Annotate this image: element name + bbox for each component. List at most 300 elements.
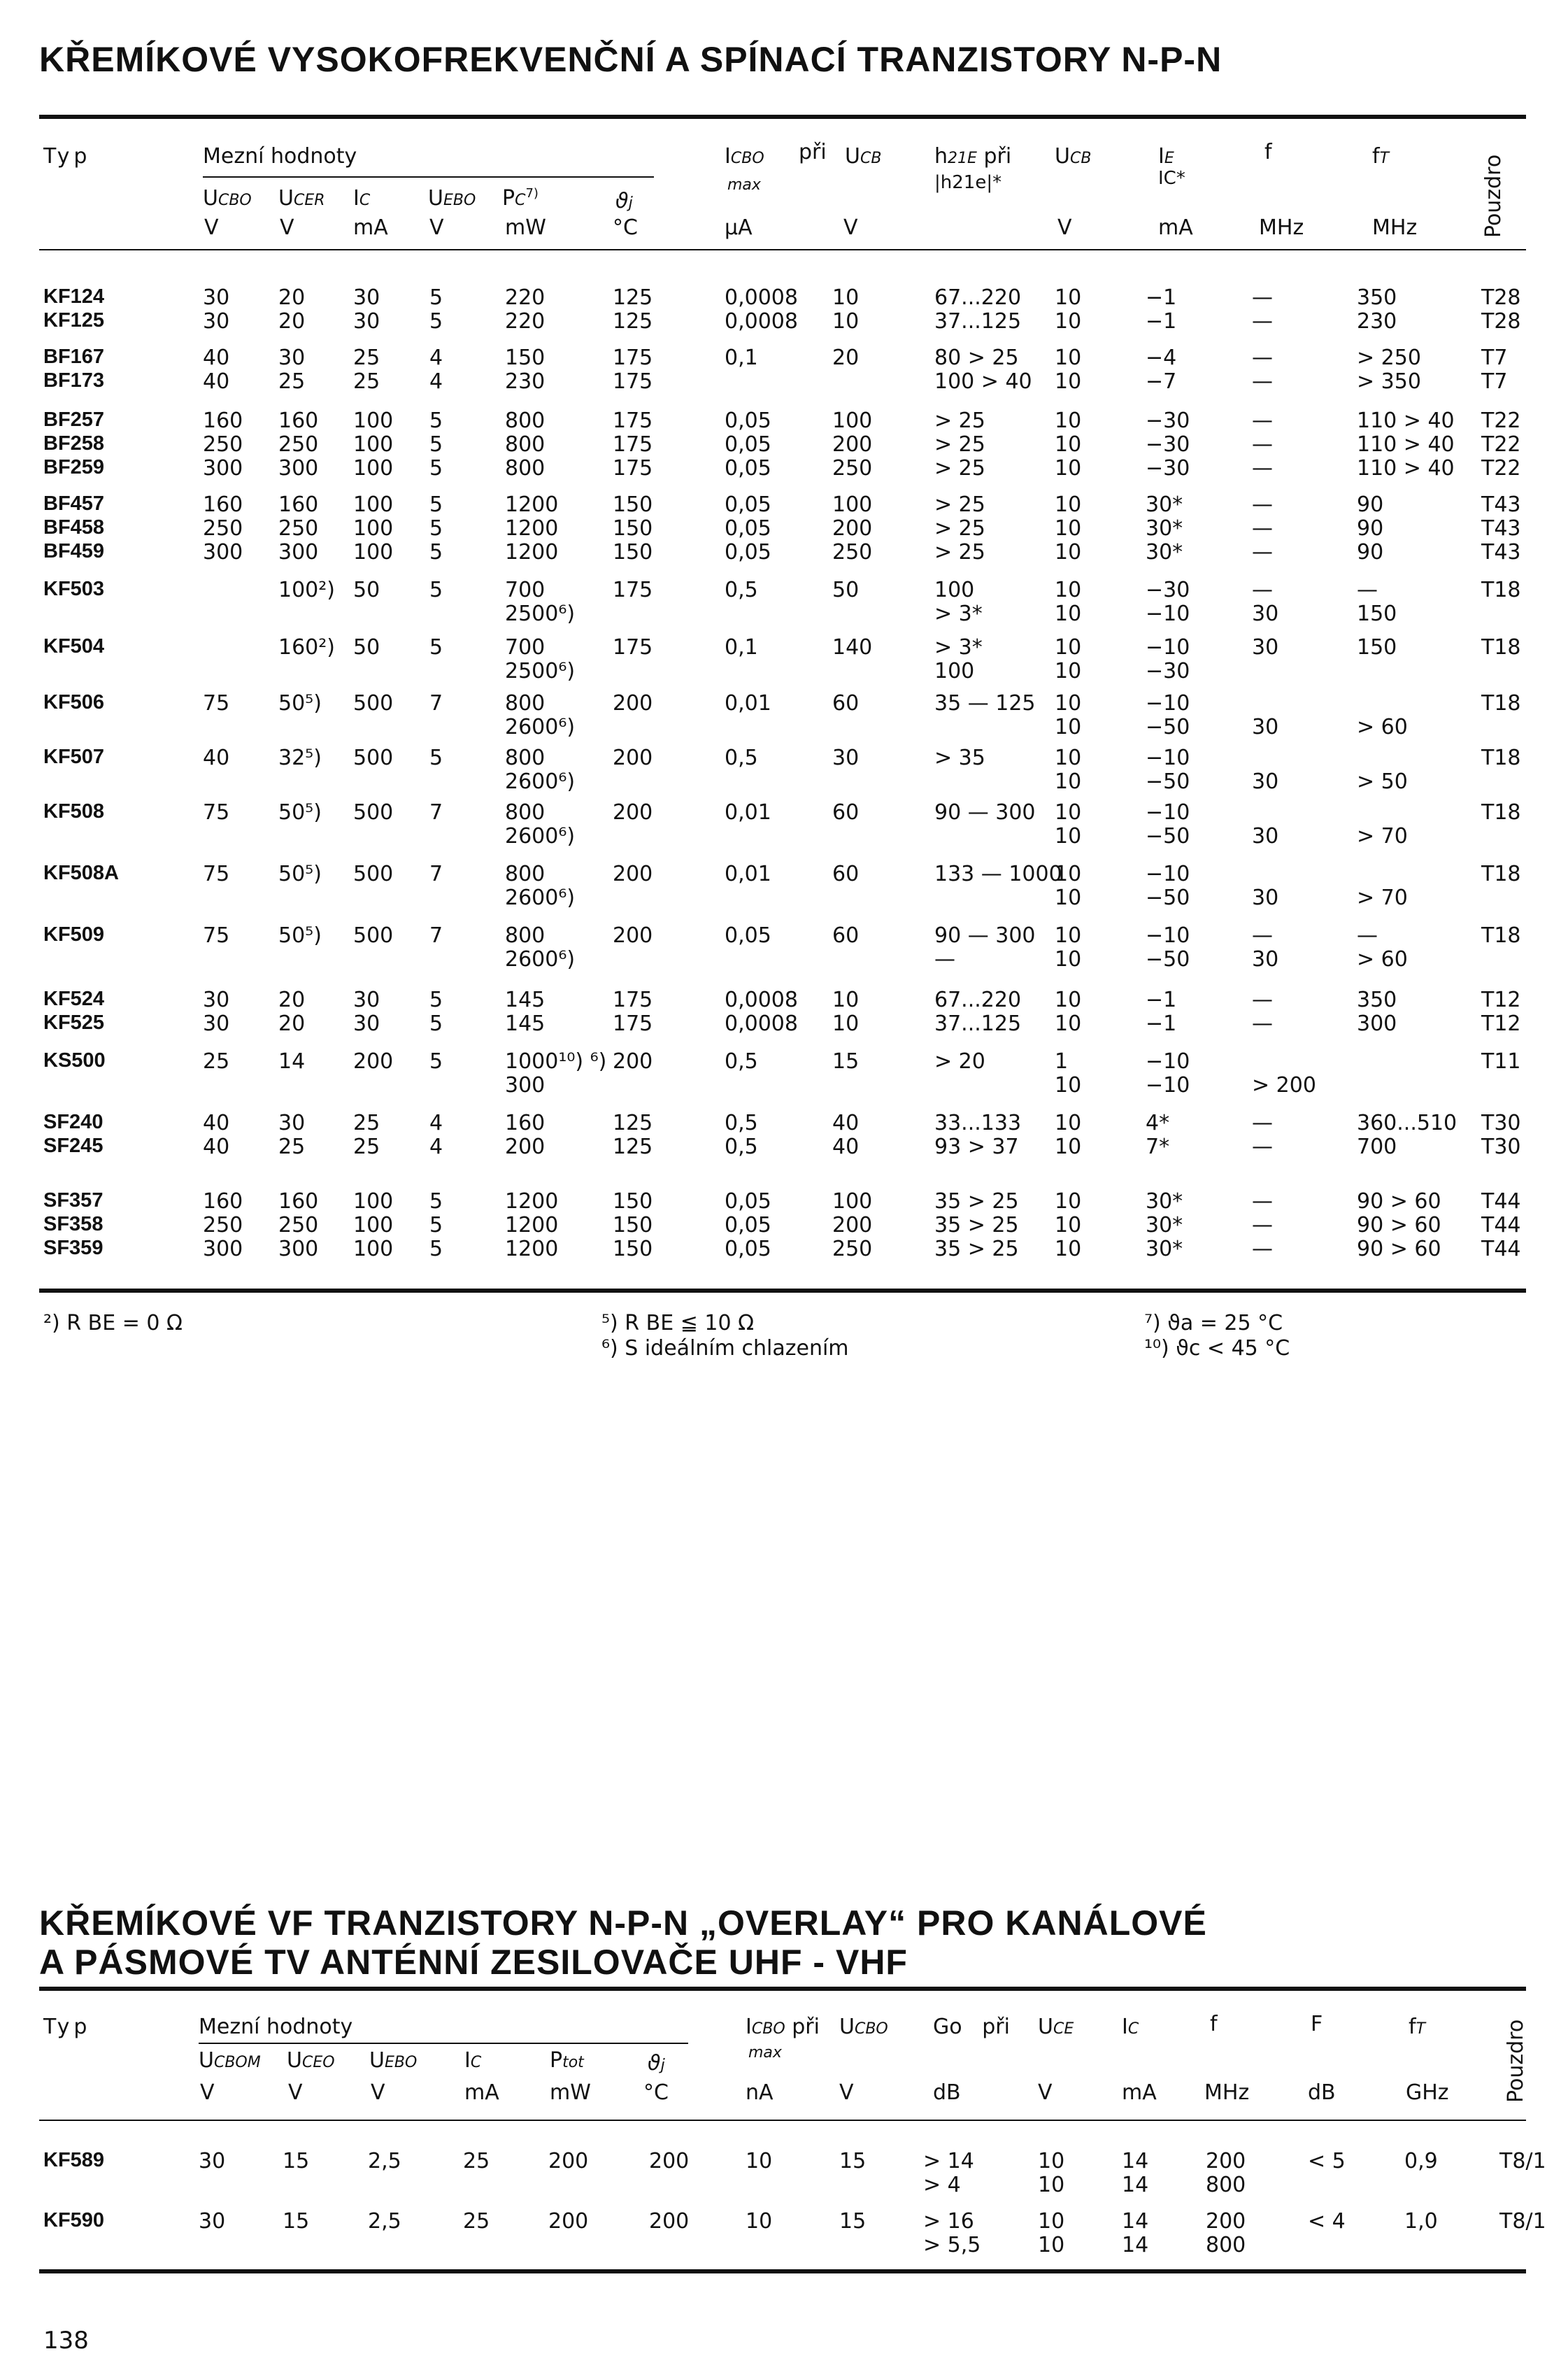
- row-type-cell: BF458: [43, 516, 105, 539]
- cell-f: —: [1252, 492, 1273, 517]
- cell-ucb2: 10: [1055, 824, 1082, 849]
- cell-pc: 230: [505, 369, 546, 394]
- s2-header-rule: [39, 2120, 1526, 2121]
- cell-ucb2: 10: [1055, 1189, 1082, 1214]
- cell-ucb2: 10: [1055, 516, 1082, 541]
- s2-cell-ic2: 14: [1122, 2233, 1149, 2257]
- cell-h21e: 93 > 37: [934, 1135, 1019, 1159]
- cell-ucbo: 75: [203, 691, 230, 716]
- s2-header-go: Go při: [933, 2015, 1010, 2039]
- cell-uebo: 4: [429, 346, 443, 370]
- cell-ic: 500: [353, 800, 394, 825]
- cell-ie: −30: [1146, 432, 1190, 457]
- cell-uebo: 5: [429, 432, 443, 457]
- cell-ucbo: 30: [203, 1012, 230, 1036]
- cell-ie: −10: [1146, 923, 1190, 948]
- cell-ie: −50: [1146, 947, 1190, 972]
- cell-ie: −7: [1146, 369, 1177, 394]
- cell-ucer: 160: [278, 409, 319, 433]
- cell-pouzdro: T22: [1481, 432, 1521, 457]
- cell-ucer: 50⁵): [278, 862, 322, 886]
- cell-ucb: 60: [832, 862, 860, 886]
- cell-ucb: 250: [832, 1237, 873, 1261]
- s2-unit-uce: V: [1038, 2080, 1053, 2105]
- cell-ucbo: 25: [203, 1049, 230, 1074]
- cell-pouzdro: T18: [1481, 862, 1521, 886]
- cell-f: —: [1252, 346, 1273, 370]
- cell-h21e: 37...125: [934, 1012, 1022, 1036]
- cell-pouzdro: T43: [1481, 540, 1521, 565]
- cell-ucbo: 250: [203, 516, 243, 541]
- cell-ucb2: 10: [1055, 540, 1082, 565]
- cell-ie: −10: [1146, 1073, 1190, 1098]
- s2-unit-tj: °C: [643, 2080, 669, 2105]
- cell-pouzdro: T7: [1481, 346, 1508, 370]
- cell-pc: 145: [505, 1012, 546, 1036]
- cell-ie: −30: [1146, 456, 1190, 481]
- cell-ucb2: 10: [1055, 432, 1082, 457]
- cell-icbo: 0,05: [725, 516, 771, 541]
- cell-tj: 175: [613, 635, 653, 660]
- cell-ic: 25: [353, 1111, 380, 1135]
- mezni-underline: [203, 176, 654, 178]
- cell-ie: −10: [1146, 602, 1190, 626]
- cell-f: —: [1252, 432, 1273, 457]
- header-icbo: ICBO: [725, 144, 764, 169]
- cell-ft: 90 > 60: [1357, 1213, 1441, 1237]
- s2-cell-go: > 5,5: [923, 2233, 981, 2257]
- cell-pouzdro: T7: [1481, 369, 1508, 394]
- s2-unit-go: dB: [933, 2080, 961, 2105]
- s2-header-pouzdro: Pouzdro: [1504, 2019, 1528, 2103]
- row-type-cell: KF508: [43, 800, 105, 823]
- cell-ucer: 50⁵): [278, 923, 322, 948]
- cell-pc: 800: [505, 862, 546, 886]
- cell-h21e: > 25: [934, 432, 985, 457]
- cell-pc: 150: [505, 346, 546, 370]
- cell-pc: 2500⁶): [505, 659, 576, 683]
- unit-pc: mW: [505, 215, 546, 240]
- cell-icbo: 0,1: [725, 635, 758, 660]
- cell-ic: 100: [353, 492, 394, 517]
- s2-cell-uce: 10: [1038, 2209, 1065, 2234]
- cell-h21e: 100: [934, 659, 975, 683]
- cell-ic: 200: [353, 1049, 394, 1074]
- cell-ucb: 60: [832, 923, 860, 948]
- cell-ucb: 20: [832, 346, 860, 370]
- cell-ucb2: 10: [1055, 1135, 1082, 1159]
- cell-ic: 25: [353, 346, 380, 370]
- cell-ucer: 160: [278, 492, 319, 517]
- unit-f: MHz: [1259, 215, 1304, 240]
- s2-cell-ft: 1,0: [1404, 2209, 1438, 2234]
- cell-f: —: [1252, 409, 1273, 433]
- cell-ie: −50: [1146, 886, 1190, 910]
- cell-f: —: [1252, 456, 1273, 481]
- cell-icbo: 0,0008: [725, 1012, 798, 1036]
- header-ft: fT: [1372, 144, 1390, 169]
- cell-pc: 1200: [505, 1189, 559, 1214]
- top-rule: [39, 115, 1526, 119]
- cell-ie: −1: [1146, 1012, 1177, 1036]
- row-type-cell: BF457: [43, 492, 105, 515]
- cell-ic: 500: [353, 746, 394, 770]
- cell-h21e: 100 > 40: [934, 369, 1032, 394]
- cell-uebo: 5: [429, 1237, 443, 1261]
- cell-icbo: 0,05: [725, 923, 771, 948]
- cell-h21e: 35 > 25: [934, 1213, 1019, 1237]
- cell-uebo: 5: [429, 746, 443, 770]
- cell-icbo: 0,01: [725, 800, 771, 825]
- cell-ucb2: 10: [1055, 947, 1082, 972]
- cell-icbo: 0,5: [725, 1135, 758, 1159]
- cell-ucbo: 40: [203, 1135, 230, 1159]
- cell-pouzdro: T30: [1481, 1135, 1521, 1159]
- cell-uebo: 5: [429, 1049, 443, 1074]
- cell-ft: —: [1357, 923, 1378, 948]
- cell-ucb: 250: [832, 540, 873, 565]
- cell-ie: 30*: [1146, 516, 1183, 541]
- cell-ie: 30*: [1146, 1213, 1183, 1237]
- cell-f: —: [1252, 369, 1273, 394]
- unit-uebo: V: [429, 215, 444, 240]
- unit-ft: MHz: [1372, 215, 1418, 240]
- cell-ic: 50: [353, 635, 380, 660]
- cell-ucer: 250: [278, 516, 319, 541]
- s2-unit-icbo: nA: [746, 2080, 774, 2105]
- cell-ucer: 160²): [278, 635, 335, 660]
- cell-icbo: 0,0008: [725, 285, 798, 310]
- cell-pouzdro: T30: [1481, 1111, 1521, 1135]
- row-type-cell: BF459: [43, 540, 105, 562]
- cell-ucb2: 10: [1055, 285, 1082, 310]
- row-type-cell: KF504: [43, 635, 105, 658]
- cell-pouzdro: T43: [1481, 492, 1521, 517]
- cell-ic: 500: [353, 923, 394, 948]
- cell-ie: −10: [1146, 691, 1190, 716]
- footnote-6: ⁶) S ideálním chlazením: [601, 1336, 849, 1361]
- cell-tj: 175: [613, 578, 653, 602]
- cell-ft: 90: [1357, 492, 1384, 517]
- cell-h21e: > 3*: [934, 602, 983, 626]
- cell-ucb2: 10: [1055, 635, 1082, 660]
- cell-pc: 700: [505, 635, 546, 660]
- s2-cell-f: 800: [1206, 2173, 1246, 2197]
- cell-pc: 800: [505, 432, 546, 457]
- s2-cell-uce: 10: [1038, 2233, 1065, 2257]
- section1-title: KŘEMÍKOVÉ VYSOKOFREKVENČNÍ A SPÍNACÍ TRANZISTORY N-P-N: [39, 40, 1223, 79]
- cell-h21e: —: [934, 947, 955, 972]
- cell-ft: > 250: [1357, 346, 1421, 370]
- row-type-cell: KF524: [43, 988, 105, 1010]
- cell-ucer: 25: [278, 1135, 306, 1159]
- s2-cell-uceo: 15: [283, 2209, 310, 2234]
- cell-tj: 200: [613, 923, 653, 948]
- cell-uebo: 5: [429, 578, 443, 602]
- cell-ft: 300: [1357, 1012, 1397, 1036]
- cell-ic: 30: [353, 309, 380, 334]
- row-type-cell: KS500: [43, 1049, 106, 1072]
- cell-f: —: [1252, 1237, 1273, 1261]
- cell-ucer: 32⁵): [278, 746, 322, 770]
- cell-ft: > 60: [1357, 947, 1408, 972]
- header-icbo-max: max: [727, 176, 761, 194]
- cell-ucer: 100²): [278, 578, 335, 602]
- header-mezni: Mezní hodnoty: [203, 144, 357, 169]
- cell-tj: 150: [613, 540, 653, 565]
- cell-ie: −50: [1146, 769, 1190, 794]
- s2-unit-ic2: mA: [1122, 2080, 1157, 2105]
- cell-uebo: 5: [429, 516, 443, 541]
- s2-header-icbo-max: max: [748, 2044, 782, 2062]
- row-type-cell: SF358: [43, 1213, 104, 1235]
- cell-pc: 2600⁶): [505, 886, 576, 910]
- cell-tj: 200: [613, 800, 653, 825]
- cell-ucer: 25: [278, 369, 306, 394]
- cell-ucb2: 10: [1055, 602, 1082, 626]
- s2-header-ic2: IC: [1122, 2015, 1139, 2039]
- row-type-cell: BF167: [43, 346, 105, 368]
- cell-ucb2: 10: [1055, 769, 1082, 794]
- cell-ie: 4*: [1146, 1111, 1170, 1135]
- cell-pouzdro: T28: [1481, 309, 1521, 334]
- cell-ic: 30: [353, 1012, 380, 1036]
- s2-cell-ic2: 14: [1122, 2149, 1149, 2173]
- cell-ie: 30*: [1146, 1189, 1183, 1214]
- cell-ucb2: 10: [1055, 1237, 1082, 1261]
- cell-h21e: 35 — 125: [934, 691, 1036, 716]
- cell-ucer: 30: [278, 1111, 306, 1135]
- cell-ucbo: 30: [203, 988, 230, 1012]
- cell-ucer: 50⁵): [278, 800, 322, 825]
- s2-unit-F: dB: [1308, 2080, 1336, 2105]
- cell-ucb2: 10: [1055, 886, 1082, 910]
- cell-h21e: 67...220: [934, 285, 1022, 310]
- cell-ft: 230: [1357, 309, 1397, 334]
- s2-header-f: f: [1210, 2012, 1218, 2036]
- cell-pouzdro: T28: [1481, 285, 1521, 310]
- cell-icbo: 0,05: [725, 1189, 771, 1214]
- row-type-cell: BF258: [43, 432, 105, 455]
- cell-h21e: > 25: [934, 540, 985, 565]
- s2-cell-F: < 5: [1308, 2149, 1346, 2173]
- cell-icbo: 0,05: [725, 1213, 771, 1237]
- cell-pc: 1000¹⁰) ⁶): [505, 1049, 607, 1074]
- cell-ic: 500: [353, 862, 394, 886]
- cell-ucbo: 160: [203, 1189, 243, 1214]
- header-ucb2: UCB: [1055, 144, 1092, 169]
- cell-ucer: 20: [278, 309, 306, 334]
- cell-pc: 2600⁶): [505, 947, 576, 972]
- cell-ic: 100: [353, 432, 394, 457]
- cell-ucer: 20: [278, 988, 306, 1012]
- cell-tj: 125: [613, 309, 653, 334]
- cell-tj: 175: [613, 432, 653, 457]
- unit-icbo: μA: [725, 215, 753, 240]
- cell-h21e: > 20: [934, 1049, 985, 1074]
- cell-ft: 150: [1357, 635, 1397, 660]
- footnote-2: ²) R BE = 0 Ω: [43, 1311, 183, 1335]
- cell-f: —: [1252, 923, 1273, 948]
- cell-f: 30: [1252, 602, 1279, 626]
- cell-pc: 800: [505, 923, 546, 948]
- row-type-cell: SF357: [43, 1189, 104, 1212]
- cell-ft: > 50: [1357, 769, 1408, 794]
- cell-h21e: > 25: [934, 456, 985, 481]
- s2-unit-ptot: mW: [550, 2080, 591, 2105]
- cell-ucer: 30: [278, 346, 306, 370]
- unit-ie: mA: [1158, 215, 1193, 240]
- cell-pouzdro: T22: [1481, 456, 1521, 481]
- s2-header-mezni: Mezní hodnoty: [199, 2015, 353, 2039]
- cell-pouzdro: T12: [1481, 1012, 1521, 1036]
- cell-ie: 30*: [1146, 492, 1183, 517]
- header-pc: PC$^{7)}$: [502, 186, 539, 211]
- cell-ic: 30: [353, 988, 380, 1012]
- cell-pouzdro: T44: [1481, 1237, 1521, 1261]
- cell-ucbo: 75: [203, 923, 230, 948]
- cell-pc: 2600⁶): [505, 715, 576, 739]
- cell-uebo: 4: [429, 369, 443, 394]
- header-pri1: při: [799, 140, 827, 164]
- cell-ft: 110 > 40: [1357, 409, 1455, 433]
- cell-ucb2: 10: [1055, 346, 1082, 370]
- cell-f: 30: [1252, 824, 1279, 849]
- cell-icbo: 0,05: [725, 432, 771, 457]
- cell-ie: −1: [1146, 309, 1177, 334]
- cell-ic: 25: [353, 1135, 380, 1159]
- cell-ft: 110 > 40: [1357, 456, 1455, 481]
- cell-h21e: > 25: [934, 492, 985, 517]
- cell-tj: 150: [613, 516, 653, 541]
- footnote-7: ⁷) ϑa = 25 °C: [1144, 1311, 1283, 1335]
- cell-ucb: 30: [832, 746, 860, 770]
- cell-ie: −10: [1146, 1049, 1190, 1074]
- cell-uebo: 5: [429, 1012, 443, 1036]
- cell-h21e: > 25: [934, 409, 985, 433]
- unit-ucer: V: [280, 215, 294, 240]
- cell-ucb: 40: [832, 1111, 860, 1135]
- cell-tj: 150: [613, 1213, 653, 1237]
- cell-icbo: 0,01: [725, 862, 771, 886]
- cell-ucb: 100: [832, 409, 873, 433]
- cell-ucer: 20: [278, 285, 306, 310]
- cell-f: 30: [1252, 769, 1279, 794]
- cell-uebo: 5: [429, 285, 443, 310]
- header-h21e: h21E při: [934, 144, 1012, 169]
- s2-row-type-cell: KF589: [43, 2149, 105, 2171]
- cell-pc: 145: [505, 988, 546, 1012]
- cell-tj: 175: [613, 456, 653, 481]
- s2-cell-icbo: 10: [746, 2149, 773, 2173]
- cell-uebo: 5: [429, 635, 443, 660]
- cell-h21e: > 35: [934, 746, 985, 770]
- cell-icbo: 0,0008: [725, 309, 798, 334]
- cell-uebo: 5: [429, 456, 443, 481]
- cell-icbo: 0,1: [725, 346, 758, 370]
- cell-ic: 100: [353, 1189, 394, 1214]
- unit-ucb: V: [843, 215, 858, 240]
- cell-ft: —: [1357, 578, 1378, 602]
- cell-ucbo: 30: [203, 285, 230, 310]
- cell-ic: 50: [353, 578, 380, 602]
- cell-pouzdro: T12: [1481, 988, 1521, 1012]
- s2-cell-f: 800: [1206, 2233, 1246, 2257]
- s2-cell-uce: 10: [1038, 2149, 1065, 2173]
- cell-ucb2: 10: [1055, 309, 1082, 334]
- cell-ucbo: 300: [203, 540, 243, 565]
- cell-tj: 150: [613, 492, 653, 517]
- cell-uebo: 5: [429, 492, 443, 517]
- s2-cell-pouzdro: T8/1: [1499, 2209, 1546, 2234]
- cell-icbo: 0,0008: [725, 988, 798, 1012]
- cell-ft: 90: [1357, 516, 1384, 541]
- cell-tj: 150: [613, 1237, 653, 1261]
- s2-bottom-rule: [39, 2269, 1526, 2273]
- cell-ic: 100: [353, 1237, 394, 1261]
- s2-unit-f: MHz: [1204, 2080, 1250, 2105]
- cell-ie: −30: [1146, 659, 1190, 683]
- cell-ft: > 60: [1357, 715, 1408, 739]
- row-type-cell: SF245: [43, 1135, 104, 1157]
- footnote-10: ¹⁰) ϑc < 45 °C: [1144, 1336, 1290, 1361]
- s2-cell-ptot: 200: [548, 2149, 589, 2173]
- cell-ucb2: 10: [1055, 715, 1082, 739]
- cell-pc: 2500⁶): [505, 602, 576, 626]
- cell-pc: 220: [505, 285, 546, 310]
- cell-h21e: 80 > 25: [934, 346, 1019, 370]
- row-type-cell: BF173: [43, 369, 105, 392]
- cell-ucb: 10: [832, 1012, 860, 1036]
- unit-ic: mA: [353, 215, 388, 240]
- cell-ie: 30*: [1146, 1237, 1183, 1261]
- cell-ft: 350: [1357, 285, 1397, 310]
- cell-ucb2: 10: [1055, 746, 1082, 770]
- cell-ie: −4: [1146, 346, 1177, 370]
- cell-uebo: 5: [429, 988, 443, 1012]
- cell-f: —: [1252, 285, 1273, 310]
- s2-cell-tj: 200: [649, 2149, 690, 2173]
- s2-header-uceo: UCEO: [287, 2048, 335, 2073]
- cell-ft: 150: [1357, 602, 1397, 626]
- cell-ucer: 300: [278, 456, 319, 481]
- cell-ucer: 20: [278, 1012, 306, 1036]
- row-type-cell: KF503: [43, 578, 105, 600]
- cell-tj: 125: [613, 1111, 653, 1135]
- s2-cell-ic2: 14: [1122, 2173, 1149, 2197]
- s2-cell-ft: 0,9: [1404, 2149, 1438, 2173]
- s2-cell-ic: 25: [463, 2209, 490, 2234]
- cell-pc: 2600⁶): [505, 824, 576, 849]
- cell-icbo: 0,05: [725, 540, 771, 565]
- cell-ft: 90: [1357, 540, 1384, 565]
- cell-ie: −50: [1146, 824, 1190, 849]
- cell-h21e: > 25: [934, 516, 985, 541]
- row-type-cell: KF509: [43, 923, 105, 946]
- s2-unit-uceo: V: [288, 2080, 303, 2105]
- cell-ucer: 250: [278, 1213, 319, 1237]
- s2-cell-go: > 14: [923, 2149, 974, 2173]
- cell-pouzdro: T43: [1481, 516, 1521, 541]
- cell-ucb: 15: [832, 1049, 860, 1074]
- cell-ucb2: 10: [1055, 1213, 1082, 1237]
- s2-cell-uebo: 2,5: [368, 2149, 401, 2173]
- cell-ie: −10: [1146, 746, 1190, 770]
- cell-ucb2: 10: [1055, 1012, 1082, 1036]
- cell-f: —: [1252, 1213, 1273, 1237]
- row-type-cell: KF124: [43, 285, 105, 308]
- cell-pouzdro: T18: [1481, 635, 1521, 660]
